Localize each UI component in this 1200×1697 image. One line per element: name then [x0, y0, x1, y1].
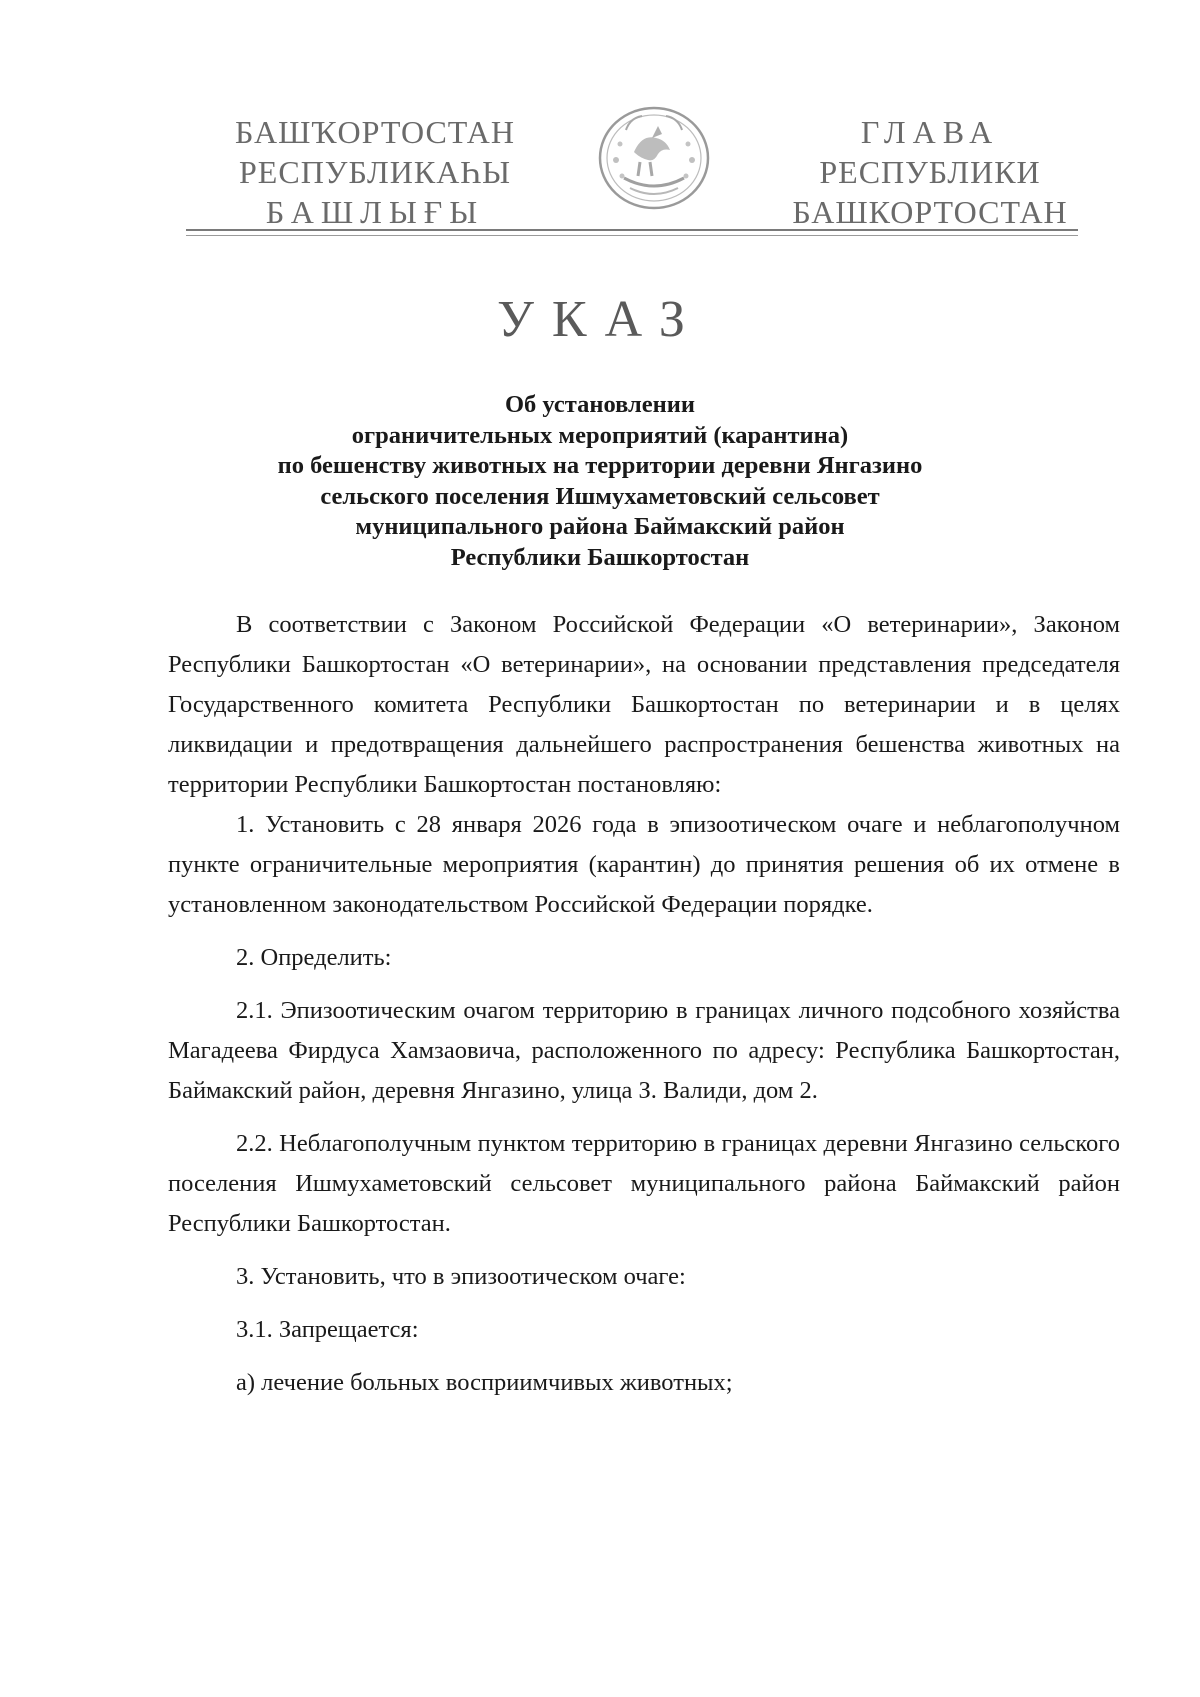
- document-title: [200, 390, 1000, 573]
- decree-title: УКАЗ: [497, 291, 703, 348]
- paragraph-1: 1. Установить с 28 января 2026 года в эпизоотическом очаге и неблагополучном пункте ограничительные мероприятия (карантин) до принятия решения об их отмене в установленном законодательством Российской Федерации порядке.: [168, 811, 1120, 918]
- letterhead-russian-line-2: РЕСПУБЛИКИ: [819, 154, 1041, 190]
- letterhead-bashkir-line-1: БАШҠОРТОСТАН: [235, 114, 515, 150]
- document-title-line-3: по бешенству животных на территории деревни Янгазино: [277, 452, 923, 479]
- document-body: [168, 605, 1120, 1403]
- document-title-line-6: Республики Башкортостан: [450, 543, 750, 571]
- letterhead-bashkir: [225, 112, 525, 232]
- letterhead-divider: [186, 229, 1078, 236]
- document-title-line-5: муниципального района Баймакский район: [355, 513, 845, 540]
- paragraph-2: 2. Определить:: [236, 944, 392, 971]
- coat-of-arms-icon: [596, 104, 712, 212]
- paragraph-3-1-a: а) лечение больных восприимчивых животных;: [236, 1369, 733, 1396]
- letterhead-russian-line-3: БАШКОРТОСТАН: [792, 194, 1068, 230]
- document-title-line-2: ограничительных мероприятий (карантина): [351, 421, 849, 449]
- letterhead-russian: [780, 112, 1080, 232]
- document-title-line-4: сельского поселения Ишмухаметовский сельсовет: [320, 482, 880, 510]
- paragraph-2-1: 2.1. Эпизоотическим очагом территорию в границах личного подсобного хозяйства Магадеева Фирдуса Хамзаовича, расположенного по адресу: Республика Башкортостан, Баймакский район, деревня Янгазино, улица З. Валиди, дом 2.: [168, 997, 1120, 1104]
- document-title-line-1: Об установлении: [504, 391, 696, 418]
- paragraph-preamble: В соответствии с Законом Российской Федерации «О ветеринарии», Законом Республики Башкортостан «О ветеринарии», на основании представления председателя Государственного комитета Республики Башкортостан по ветеринарии и в целях ликвидации и предотвращения дальнейшего распространения бешенства животных на территории Республики Башкортостан постановляю:: [168, 611, 1120, 798]
- paragraph-3: 3. Установить, что в эпизоотическом очаге:: [236, 1263, 686, 1290]
- paragraph-3-1: 3.1. Запрещается:: [236, 1316, 419, 1343]
- letterhead-bashkir-line-2: РЕСПУБЛИКАҺЫ: [239, 154, 511, 190]
- paragraph-2-2: 2.2. Неблагополучным пунктом территорию в границах деревни Янгазино сельского поселения Ишмухаметовский сельсовет муниципального района Баймакский район Республики Башкортостан.: [168, 1130, 1120, 1237]
- letterhead-russian-line-1: ГЛАВА: [860, 114, 1000, 150]
- letterhead-bashkir-line-3: БАШЛЫҒЫ: [265, 194, 485, 230]
